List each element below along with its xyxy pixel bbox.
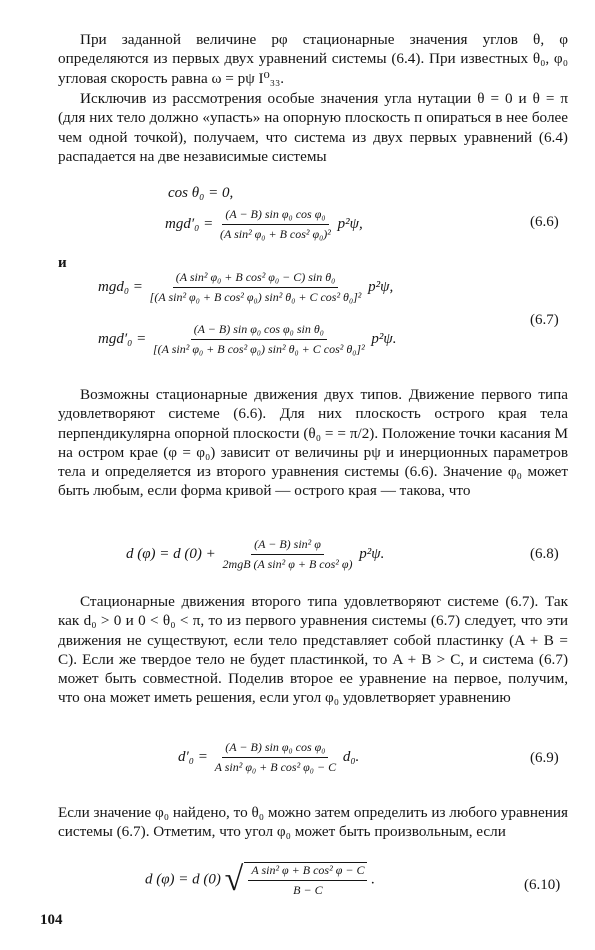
equation-6-10 [145,862,375,898]
equation-number-6-9: (6.9) [530,750,559,766]
equation-6-10-numerator: A sin² φ + B cos² φ − C [248,863,367,881]
equation-6-7b-lhs: mgd′₀ = [98,331,147,347]
equation-6-8 [126,537,384,572]
equation-6-8-fraction [220,537,356,572]
equation-6-7a-numerator: (A sin² φ₀ + B cos² φ₀ − C) sin θ₀ [173,270,339,288]
equation-6-7a-lhs: mgd₀ = [98,279,143,295]
equation-6-6-denominator: (A sin² φ₀ + B cos² φ₀)² [219,227,331,241]
equation-6-7-line-2 [98,322,397,357]
equation-6-6-line-1: cos θ₀ = 0, [168,185,234,201]
equation-6-8-numerator: (A − B) sin² φ [251,537,324,555]
paragraph-1: При заданной величине pφ стационарные значения углов θ, φ определяются из первых двух уравнений системы (6.4). При известных θ₀, φ₀ угловая скорость равна ω = pψ I⁰₃₃. [58,31,568,87]
equation-6-7a-fraction [147,270,365,305]
equation-6-10-lhs: d (φ) = d (0) [145,871,221,888]
paragraph-3: Возможны стационарные движения двух типов. Движение первого типа удовлетворяют системе (6.6). Для них плоскость острого края тела перпендикулярна опорной плоскости (θ₀ = = π/2). Положение точки касания M на остром крае (φ = φ₀) зависит от величины pψ и инерционных параметров тела и определяется из второго уравнения системы (6.6). Значение φ₀ может быть любым, если форма кривой — острого края — такова, что [58,386,568,500]
connector-and: и [58,255,67,271]
equation-6-6-line-2 [165,207,363,242]
equation-6-10-tail: . [371,871,375,888]
paragraph-4: Стационарные движения второго типа удовлетворяют системе (6.7). Так как d₀ > 0 и 0 < θ₀ < π, то из первого уравнения системы (6.7) следует, что эти движения не существуют, если тело представляет собой пластинку (A + B = C). Если же твердое тело не будет пластинкой, то A + B > C, и система (6.7) может быть совместной. Поделив второе ее уравнение на первое, получим, что она может иметь решения, если угол φ₀ удовлетворяет уравнению [58,593,568,707]
equation-6-10-denominator: B − C [293,883,323,897]
equation-6-7b-denominator: [(A sin² φ₀ + B cos² φ₀) sin² θ₀ + C cos² θ₀]² [152,342,365,356]
equation-6-9-fraction [212,740,339,775]
equation-6-9-numerator: (A − B) sin φ₀ cos φ₀ [222,740,328,758]
equation-6-7b-tail: p²ψ. [371,331,397,347]
equation-6-8-lhs: d (φ) = d (0) + [126,546,216,562]
equation-6-10-fraction [248,863,367,898]
equation-number-6-8: (6.8) [530,546,559,562]
equation-6-7b-numerator: (A − B) sin φ₀ cos φ₀ sin θ₀ [191,322,327,340]
equation-6-9-denominator: A sin² φ₀ + B cos² φ₀ − C [214,760,337,774]
equation-6-6-numerator: (A − B) sin φ₀ cos φ₀ [222,207,328,225]
square-root [225,862,368,898]
equation-6-7a-tail: p²ψ, [368,279,394,295]
equation-6-8-tail: p²ψ. [359,546,385,562]
radical-sign-icon: √ [224,861,244,898]
paragraph-2: Исключив из рассмотрения особые значения угла нутации θ = 0 и θ = π (для них тело должно «упасть» на опорную плоскость п опираться в нее более чем одной точкой), получаем, что система из двух первых уравнений (6.4) распадается на две независимые системы [58,90,568,165]
equation-6-8-denominator: 2mgB (A sin² φ + B cos² φ) [222,557,353,571]
equation-6-7a-denominator: [(A sin² φ₀ + B cos² φ₀) sin² θ₀ + C cos² θ₀]² [149,290,362,304]
equation-number-6-7: (6.7) [530,312,559,328]
equation-6-9-tail: d₀. [342,749,360,765]
equation-6-6-tail: p²ψ, [337,216,363,232]
equation-number-6-10: (6.10) [524,877,561,893]
equation-number-6-6: (6.6) [530,214,559,230]
equation-6-6-lhs: mgd′₀ = [165,216,214,232]
equation-6-9-lhs: d′₀ = [178,749,208,765]
page-number: 104 [40,912,63,928]
equation-6-7b-fraction [150,322,368,357]
equation-6-6-fraction [217,207,334,242]
paragraph-5: Если значение φ₀ найдено, то θ₀ можно затем определить из любого уравнения системы (6.7). Отметим, что угол φ₀ может быть произвольным, если [58,804,568,841]
equation-6-7-line-1 [98,270,393,305]
equation-6-9 [178,740,359,775]
